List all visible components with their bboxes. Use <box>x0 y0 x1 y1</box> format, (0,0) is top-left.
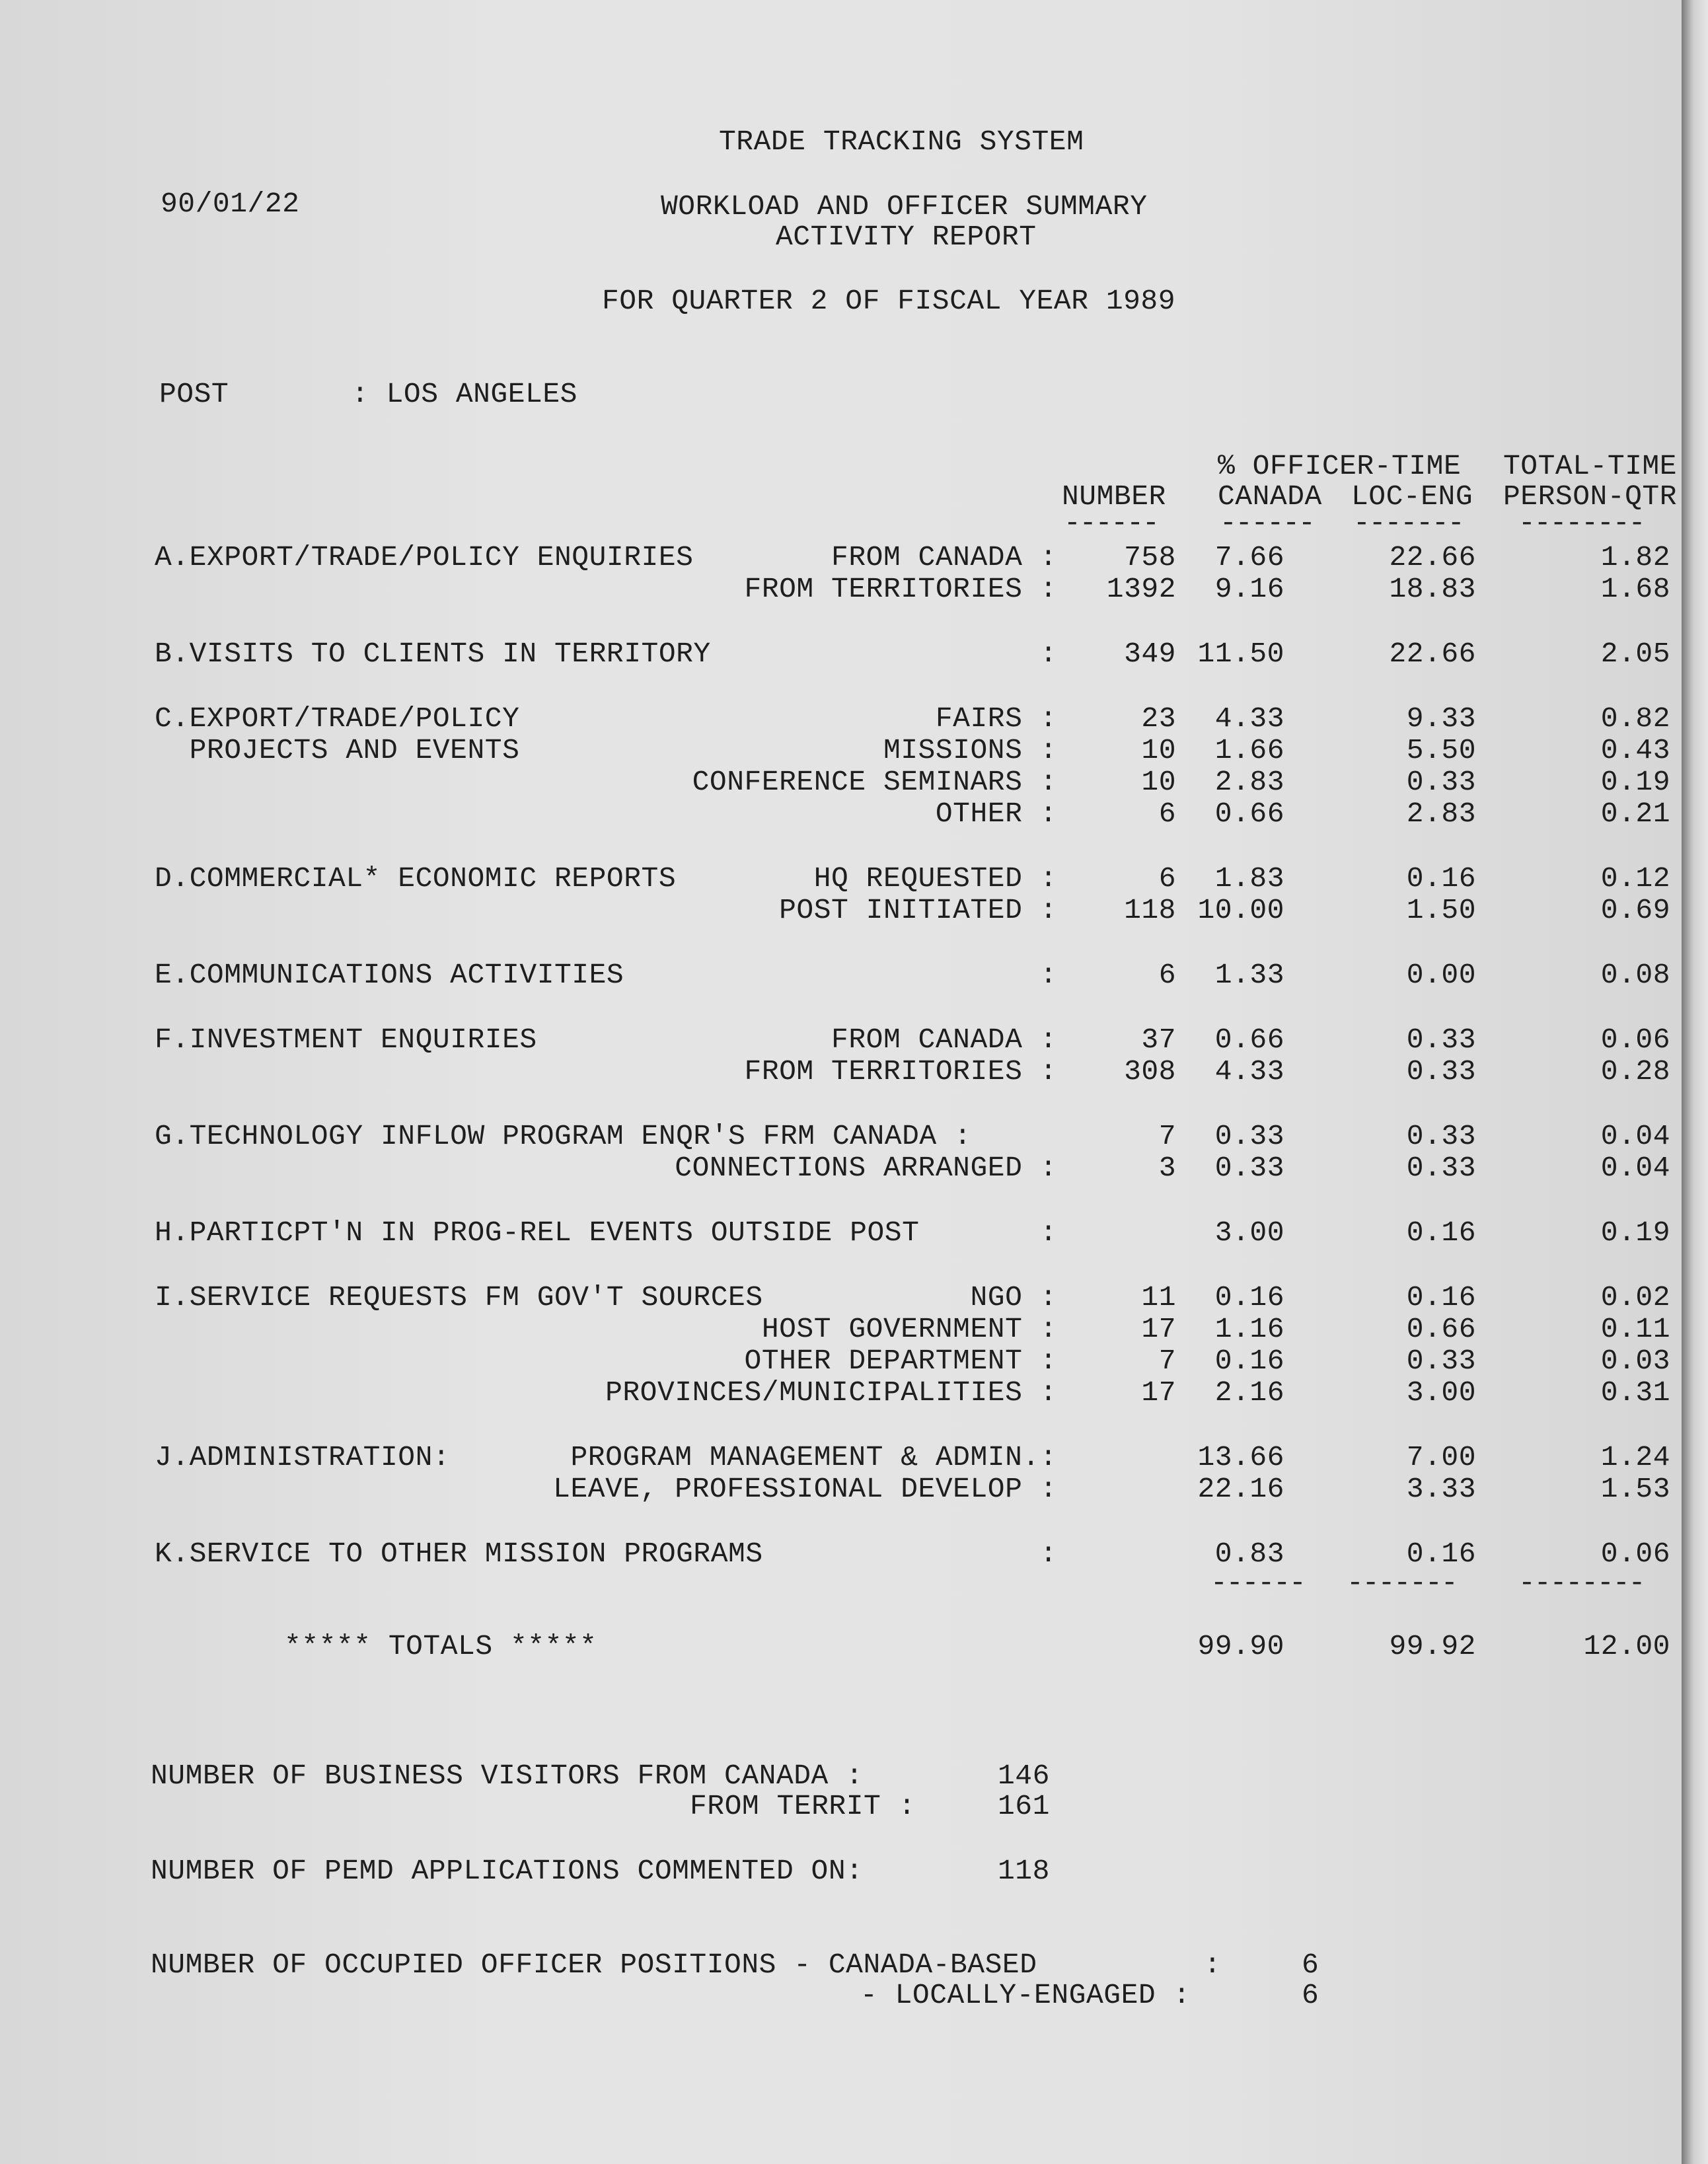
loc-eng-divider: ------- <box>1353 507 1464 539</box>
total-time-header: TOTAL-TIME <box>1503 450 1678 482</box>
row-loc-eng: 0.16 <box>1406 1216 1476 1249</box>
row-label: A.EXPORT/TRADE/POLICY ENQUIRIES <box>155 541 694 574</box>
occupied-local-label: - LOCALLY-ENGAGED : <box>860 1979 1191 2011</box>
row-canada: 0.66 <box>1214 798 1284 830</box>
row-number: 7 <box>1158 1120 1176 1152</box>
row-person-qtr: 1.53 <box>1600 1473 1670 1505</box>
occupied-positions-label: NUMBER OF OCCUPIED OFFICER POSITIONS - CANADA-BASED <box>151 1949 1037 1981</box>
row-loc-eng: 0.33 <box>1406 1055 1476 1088</box>
row-person-qtr: 0.02 <box>1600 1281 1670 1314</box>
row-loc-eng: 3.00 <box>1406 1376 1476 1409</box>
row-canada: 4.33 <box>1214 1055 1284 1088</box>
post-label: POST <box>159 378 229 410</box>
row-person-qtr: 0.21 <box>1600 798 1670 830</box>
row-canada: 0.66 <box>1214 1024 1284 1056</box>
row-loc-eng: 7.00 <box>1406 1441 1476 1474</box>
row-sublabel: OTHER DEPARTMENT : <box>744 1345 1057 1377</box>
row-loc-eng: 0.33 <box>1406 1345 1476 1377</box>
row-number: 6 <box>1158 798 1176 830</box>
row-person-qtr: 0.08 <box>1600 959 1670 991</box>
business-visitors-canada: 146 <box>998 1760 1050 1792</box>
row-sublabel: : <box>1039 959 1057 991</box>
row-person-qtr: 0.43 <box>1600 734 1670 766</box>
row-loc-eng: 5.50 <box>1406 734 1476 766</box>
occupied-locally-engaged: 6 <box>1302 1979 1319 2011</box>
row-person-qtr: 0.28 <box>1600 1055 1670 1088</box>
totals-total-divider: -------- <box>1518 1567 1645 1599</box>
report-period: FOR QUARTER 2 OF FISCAL YEAR 1989 <box>602 285 1176 317</box>
row-label: J.ADMINISTRATION: <box>155 1441 451 1474</box>
row-loc-eng: 22.66 <box>1389 638 1476 670</box>
row-label: K.SERVICE TO OTHER MISSION PROGRAMS <box>155 1538 763 1570</box>
row-person-qtr: 0.06 <box>1600 1538 1670 1570</box>
row-canada: 1.33 <box>1214 959 1284 991</box>
row-number: 37 <box>1141 1024 1176 1056</box>
row-number: 758 <box>1124 541 1176 574</box>
pct-officer-time-header: % OFFICER-TIME <box>1218 450 1462 482</box>
report-subtitle: ACTIVITY REPORT <box>776 221 1037 253</box>
row-number: 17 <box>1141 1376 1176 1409</box>
row-sublabel: : <box>1039 1216 1057 1249</box>
row-label: E.COMMUNICATIONS ACTIVITIES <box>155 959 624 991</box>
row-canada: 7.66 <box>1214 541 1284 574</box>
row-person-qtr: 0.19 <box>1600 1216 1670 1249</box>
row-person-qtr: 1.82 <box>1600 541 1670 574</box>
row-sublabel: LEAVE, PROFESSIONAL DEVELOP : <box>553 1473 1057 1505</box>
row-sublabel: CONFERENCE SEMINARS : <box>692 766 1057 798</box>
row-number: 349 <box>1124 638 1176 670</box>
row-canada: 3.00 <box>1214 1216 1284 1249</box>
row-loc-eng: 0.00 <box>1406 959 1476 991</box>
row-person-qtr: 1.68 <box>1600 573 1670 605</box>
row-number: 6 <box>1158 959 1176 991</box>
row-label: PROJECTS AND EVENTS <box>155 734 520 766</box>
row-canada: 0.83 <box>1214 1538 1284 1570</box>
occupied-canada-based: 6 <box>1302 1949 1319 1981</box>
row-canada: 22.16 <box>1197 1473 1284 1505</box>
row-person-qtr: 0.31 <box>1600 1376 1670 1409</box>
row-number: 6 <box>1158 862 1176 895</box>
row-person-qtr: 1.24 <box>1600 1441 1670 1474</box>
row-number: 17 <box>1141 1313 1176 1345</box>
row-number: 7 <box>1158 1345 1176 1377</box>
row-loc-eng: 2.83 <box>1406 798 1476 830</box>
totals-canada-divider: ------ <box>1210 1567 1305 1599</box>
row-canada: 2.16 <box>1214 1376 1284 1409</box>
row-canada: 9.16 <box>1214 573 1284 605</box>
row-person-qtr: 0.69 <box>1600 894 1670 926</box>
person-qtr-header: PERSON-QTR <box>1503 480 1678 513</box>
row-label: G.TECHNOLOGY INFLOW PROGRAM ENQR'S FRM CANADA : <box>155 1120 972 1152</box>
row-loc-eng: 0.33 <box>1406 1024 1476 1056</box>
row-label: B.VISITS TO CLIENTS IN TERRITORY <box>155 638 711 670</box>
row-loc-eng: 0.33 <box>1406 766 1476 798</box>
row-sublabel: FROM CANADA : <box>831 1024 1057 1056</box>
row-sublabel: : <box>1039 638 1057 670</box>
number-header: NUMBER <box>1062 480 1166 513</box>
row-canada: 0.33 <box>1214 1152 1284 1184</box>
row-sublabel: NGO : <box>970 1281 1057 1314</box>
totals-label: ***** TOTALS ***** <box>284 1630 597 1662</box>
row-canada: 0.16 <box>1214 1281 1284 1314</box>
business-visitors-territ: 161 <box>998 1790 1050 1822</box>
row-number: 23 <box>1141 702 1176 735</box>
row-canada: 1.66 <box>1214 734 1284 766</box>
canada-divider: ------ <box>1220 507 1314 539</box>
row-person-qtr: 0.06 <box>1600 1024 1670 1056</box>
totals-loc-eng: 99.92 <box>1389 1630 1476 1662</box>
row-label: C.EXPORT/TRADE/POLICY <box>155 702 520 735</box>
row-sublabel: HQ REQUESTED : <box>813 862 1057 895</box>
row-person-qtr: 2.05 <box>1600 638 1670 670</box>
row-number: 308 <box>1124 1055 1176 1088</box>
pemd-label: NUMBER OF PEMD APPLICATIONS COMMENTED ON: <box>151 1855 864 1887</box>
row-loc-eng: 0.16 <box>1406 1281 1476 1314</box>
report-title: WORKLOAD AND OFFICER SUMMARY <box>661 190 1148 223</box>
row-person-qtr: 0.82 <box>1600 702 1670 735</box>
row-sublabel: MISSIONS : <box>883 734 1057 766</box>
total-divider: -------- <box>1518 507 1645 539</box>
row-canada: 2.83 <box>1214 766 1284 798</box>
row-sublabel: PROVINCES/MUNICIPALITIES : <box>605 1376 1057 1409</box>
row-person-qtr: 0.11 <box>1600 1313 1670 1345</box>
row-number: 10 <box>1141 734 1176 766</box>
row-sublabel: CONNECTIONS ARRANGED : <box>675 1152 1057 1184</box>
row-loc-eng: 0.16 <box>1406 1538 1476 1570</box>
row-canada: 0.33 <box>1214 1120 1284 1152</box>
row-sublabel: HOST GOVERNMENT : <box>761 1313 1057 1345</box>
pemd-value: 118 <box>998 1855 1050 1887</box>
row-loc-eng: 0.33 <box>1406 1120 1476 1152</box>
row-number: 118 <box>1124 894 1176 926</box>
row-loc-eng: 22.66 <box>1389 541 1476 574</box>
occupied-positions-colon: : <box>1204 1949 1222 1981</box>
row-canada: 1.16 <box>1214 1313 1284 1345</box>
totals-loceng-divider: ------- <box>1347 1567 1457 1599</box>
row-label: F.INVESTMENT ENQUIRIES <box>155 1024 537 1056</box>
loc-eng-header: LOC-ENG <box>1351 480 1473 513</box>
row-canada: 13.66 <box>1197 1441 1284 1474</box>
row-person-qtr: 0.04 <box>1600 1152 1670 1184</box>
row-label: H.PARTICPT'N IN PROG-REL EVENTS OUTSIDE POST <box>155 1216 920 1249</box>
row-label: I.SERVICE REQUESTS FM GOV'T SOURCES <box>155 1281 763 1314</box>
business-visitors-territ-label: FROM TERRIT : <box>690 1790 916 1822</box>
business-visitors-label: NUMBER OF BUSINESS VISITORS FROM CANADA : <box>151 1760 864 1792</box>
row-sublabel: FROM TERRITORIES : <box>744 1055 1057 1088</box>
row-person-qtr: 0.12 <box>1600 862 1670 895</box>
row-sublabel: PROGRAM MANAGEMENT & ADMIN.: <box>570 1441 1057 1474</box>
row-person-qtr: 0.03 <box>1600 1345 1670 1377</box>
row-person-qtr: 0.19 <box>1600 766 1670 798</box>
row-loc-eng: 0.66 <box>1406 1313 1476 1345</box>
totals-canada: 99.90 <box>1197 1630 1284 1662</box>
row-loc-eng: 0.16 <box>1406 862 1476 895</box>
row-canada: 4.33 <box>1214 702 1284 735</box>
row-sublabel: OTHER : <box>935 798 1057 830</box>
row-canada: 0.16 <box>1214 1345 1284 1377</box>
report-date: 90/01/22 <box>161 188 300 220</box>
number-divider: ------ <box>1064 507 1158 539</box>
row-sublabel: FAIRS : <box>935 702 1057 735</box>
canada-header: CANADA <box>1218 480 1322 513</box>
row-person-qtr: 0.04 <box>1600 1120 1670 1152</box>
system-title: TRADE TRACKING SYSTEM <box>719 126 1084 158</box>
row-loc-eng: 1.50 <box>1406 894 1476 926</box>
row-loc-eng: 3.33 <box>1406 1473 1476 1505</box>
page-edge-shadow <box>1682 0 1708 2164</box>
row-canada: 10.00 <box>1197 894 1284 926</box>
row-label: D.COMMERCIAL* ECONOMIC REPORTS <box>155 862 677 895</box>
row-sublabel: FROM CANADA : <box>831 541 1057 574</box>
row-loc-eng: 18.83 <box>1389 573 1476 605</box>
row-number: 11 <box>1141 1281 1176 1314</box>
row-number: 3 <box>1158 1152 1176 1184</box>
row-loc-eng: 9.33 <box>1406 702 1476 735</box>
row-sublabel: : <box>1039 1538 1057 1570</box>
row-number: 10 <box>1141 766 1176 798</box>
row-canada: 1.83 <box>1214 862 1284 895</box>
row-canada: 11.50 <box>1197 638 1284 670</box>
totals-person-qtr: 12.00 <box>1583 1630 1670 1662</box>
row-number: 1392 <box>1106 573 1176 605</box>
row-sublabel: POST INITIATED : <box>779 894 1057 926</box>
post-value: : LOS ANGELES <box>352 378 577 410</box>
row-loc-eng: 0.33 <box>1406 1152 1476 1184</box>
row-sublabel: FROM TERRITORIES : <box>744 573 1057 605</box>
